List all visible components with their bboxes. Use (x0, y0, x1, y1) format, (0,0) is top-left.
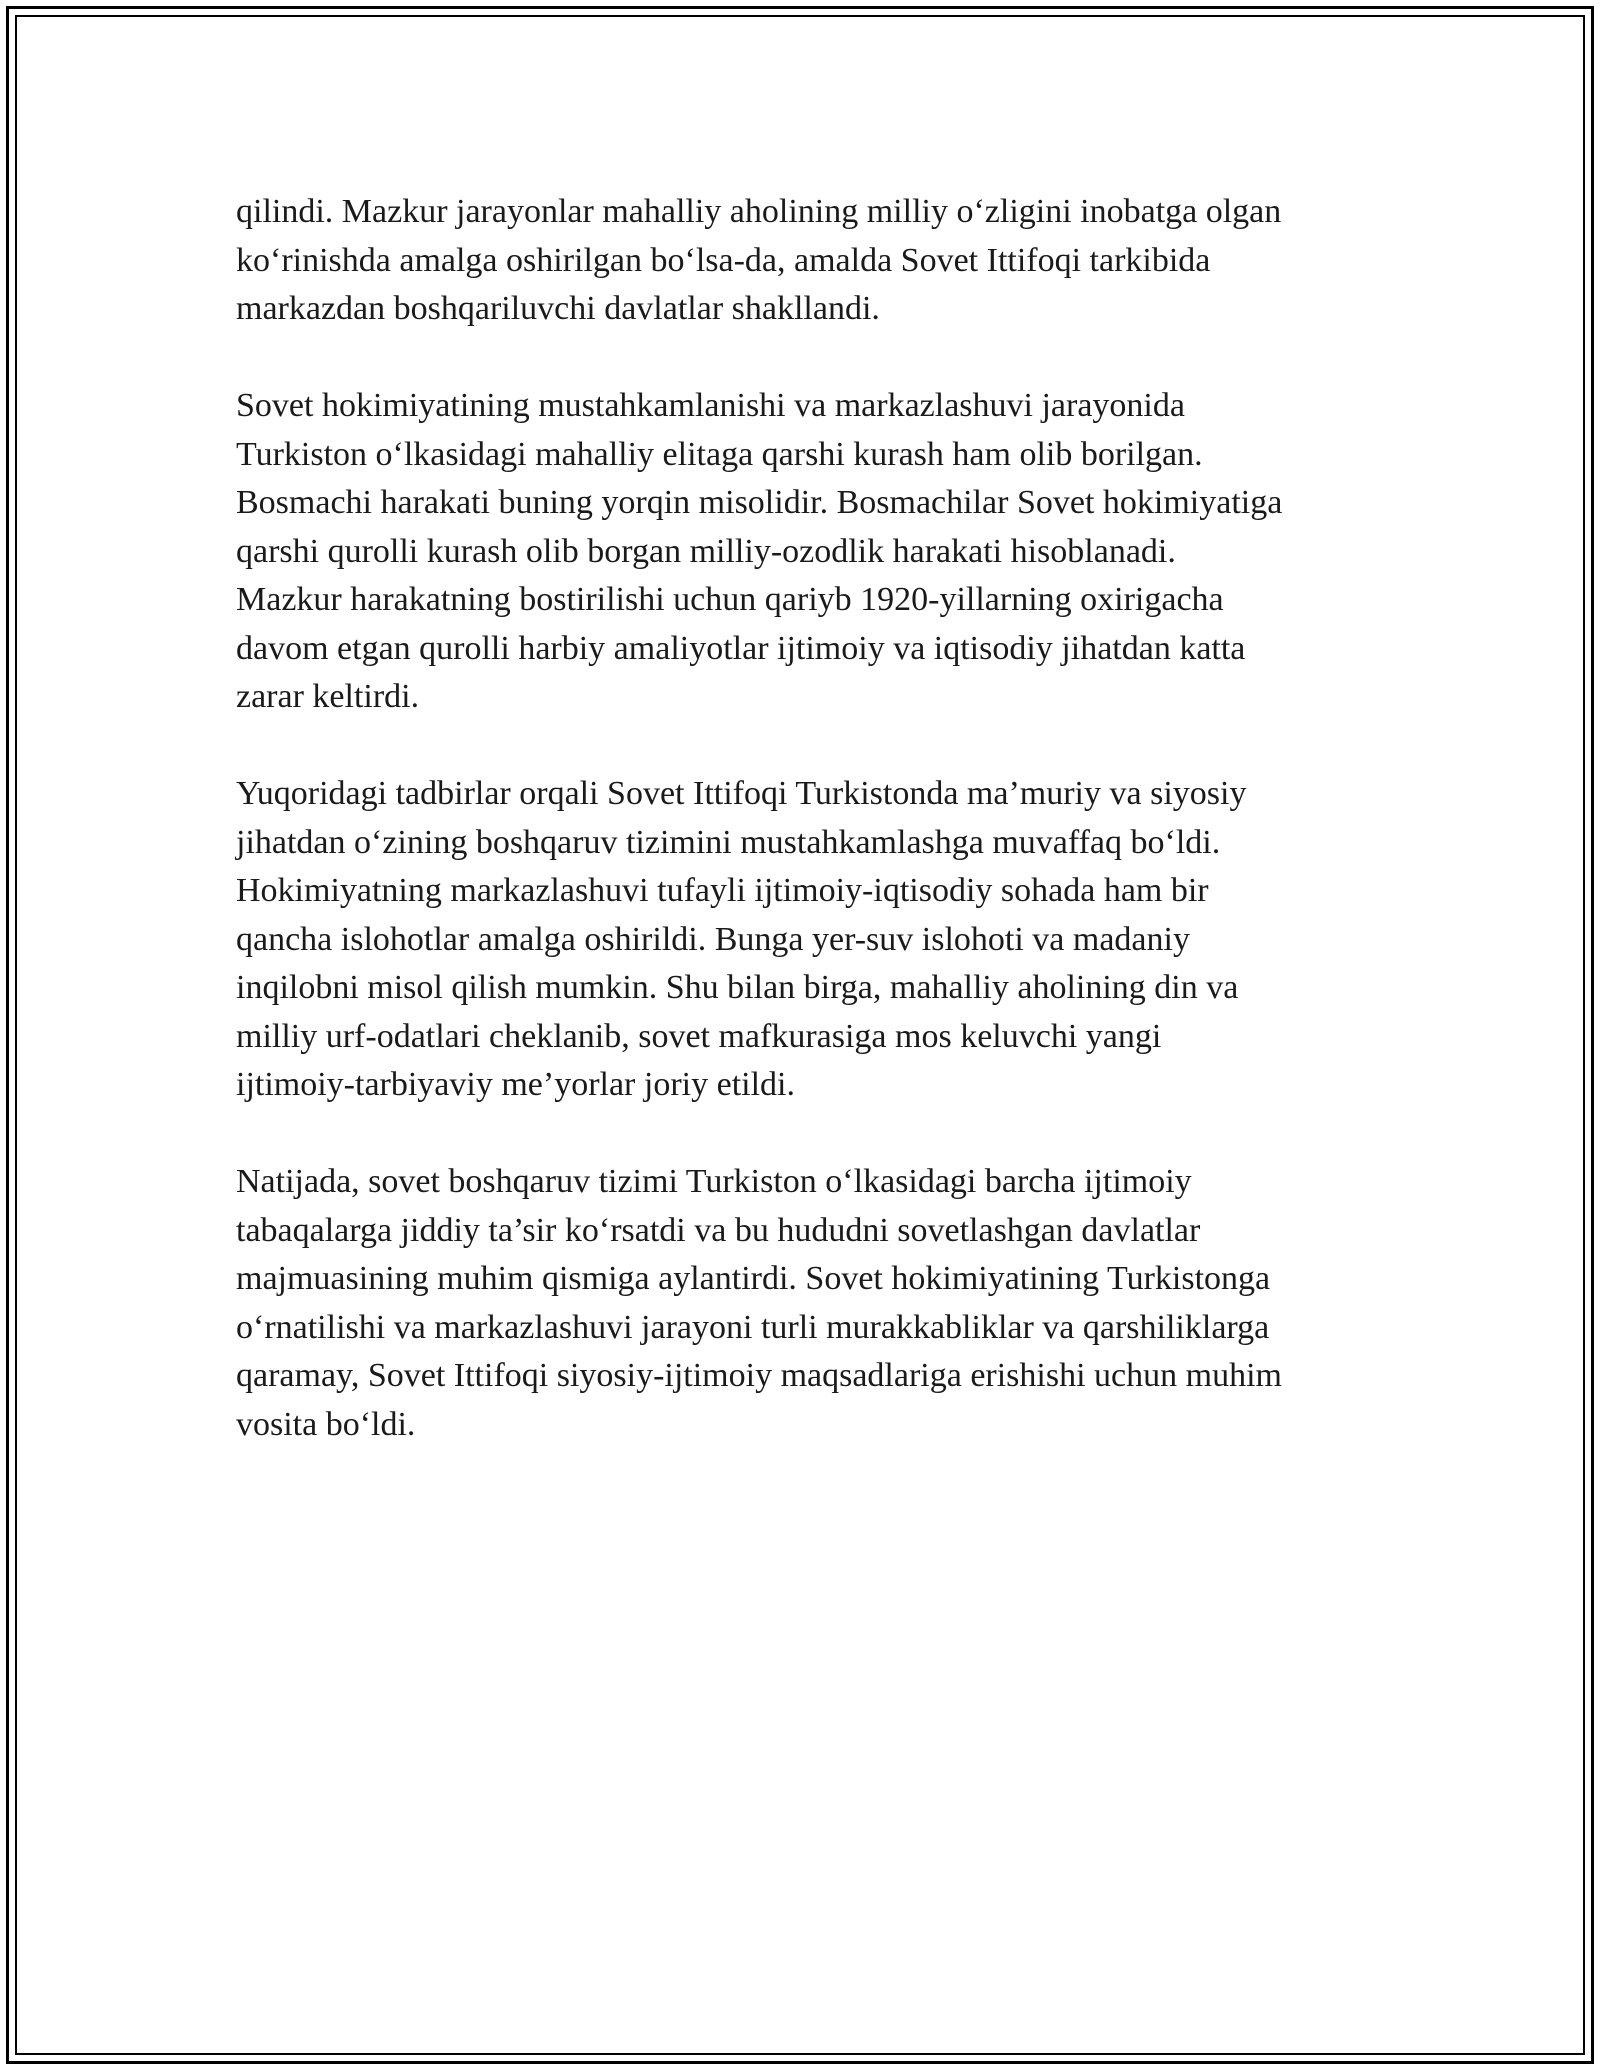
text-line: o‘rnatilishi va markazlashuvi jarayoni turli murakkabliklar va qarshiliklarga (236, 1308, 1270, 1346)
paragraph-4 (236, 1158, 1406, 1449)
text-line: milliy urf-odatlari cheklanib, sovet mafkurasiga mos keluvchi yangi (236, 1017, 1162, 1055)
text-line: markazdan boshqariluvchi davlatlar shakllandi. (236, 290, 880, 327)
text-line: inqilobni misol qilish mumkin. Shu bilan birga, mahalliy aholining din va (236, 969, 1239, 1006)
text-line: qarshi qurolli kurash olib borgan milliy-ozodlik harakati hisoblanadi. (236, 532, 1176, 570)
paragraph-3 (236, 770, 1406, 1110)
text-line: jihatdan o‘zining boshqaruv tizimini mustahkamlashga muvaffaq bo‘ldi. (236, 823, 1221, 861)
text-line: tabaqalarga jiddiy ta’sir ko‘rsatdi va bu hududni sovetlashgan davlatlar (236, 1211, 1201, 1249)
text-line: ijtimoiy-tarbiyaviy me’yorlar joriy etildi. (236, 1066, 795, 1103)
text-line: zarar keltirdi. (236, 678, 420, 715)
text-line: qilindi. Mazkur jarayonlar mahalliy aholining milliy o‘zligini inobatga olgan (236, 193, 1282, 230)
text-line: Bosmachi harakati buning yorqin misolidir. Bosmachilar Sovet hokimiyatiga (236, 484, 1283, 521)
text-line: majmuasining muhim qismiga aylantirdi. Sovet hokimiyatining Turkistonga (236, 1260, 1271, 1297)
text-line: Mazkur harakatning bostirilishi uchun qariyb 1920-yillarning oxirigacha (236, 581, 1224, 618)
text-line: davom etgan qurolli harbiy amaliyotlar ijtimoiy va iqtisodiy jihatdan katta (236, 629, 1246, 667)
text-line: Turkiston o‘lkasidagi mahalliy elitaga qarshi kurash ham olib borilgan. (236, 435, 1203, 473)
text-line: Hokimiyatning markazlashuvi tufayli ijtimoiy-iqtisodiy sohada ham bir (236, 872, 1209, 909)
text-line: vosita bo‘ldi. (236, 1405, 416, 1443)
text-line: qancha islohotlar amalga oshirildi. Bunga yer-suv islohoti va madaniy (236, 920, 1190, 958)
text-line: Natijada, sovet boshqaruv tizimi Turkiston o‘lkasidagi barcha ijtimoiy (236, 1163, 1192, 1200)
text-line: ko‘rinishda amalga oshirilgan bo‘lsa-da, amalda Sovet Ittifoqi tarkibida (236, 241, 1211, 279)
document-body (236, 188, 1406, 1498)
paragraph-2 (236, 382, 1406, 722)
text-line: Sovet hokimiyatining mustahkamlanishi va markazlashuvi jarayonida (236, 387, 1185, 424)
paragraph-1 (236, 188, 1406, 334)
text-line: Yuqoridagi tadbirlar orqali Sovet Ittifoqi Turkistonda ma’muriy va siyosiy (236, 775, 1247, 812)
text-line: qaramay, Sovet Ittifoqi siyosiy-ijtimoiy maqsadlariga erishishi uchun muhim (236, 1357, 1282, 1394)
